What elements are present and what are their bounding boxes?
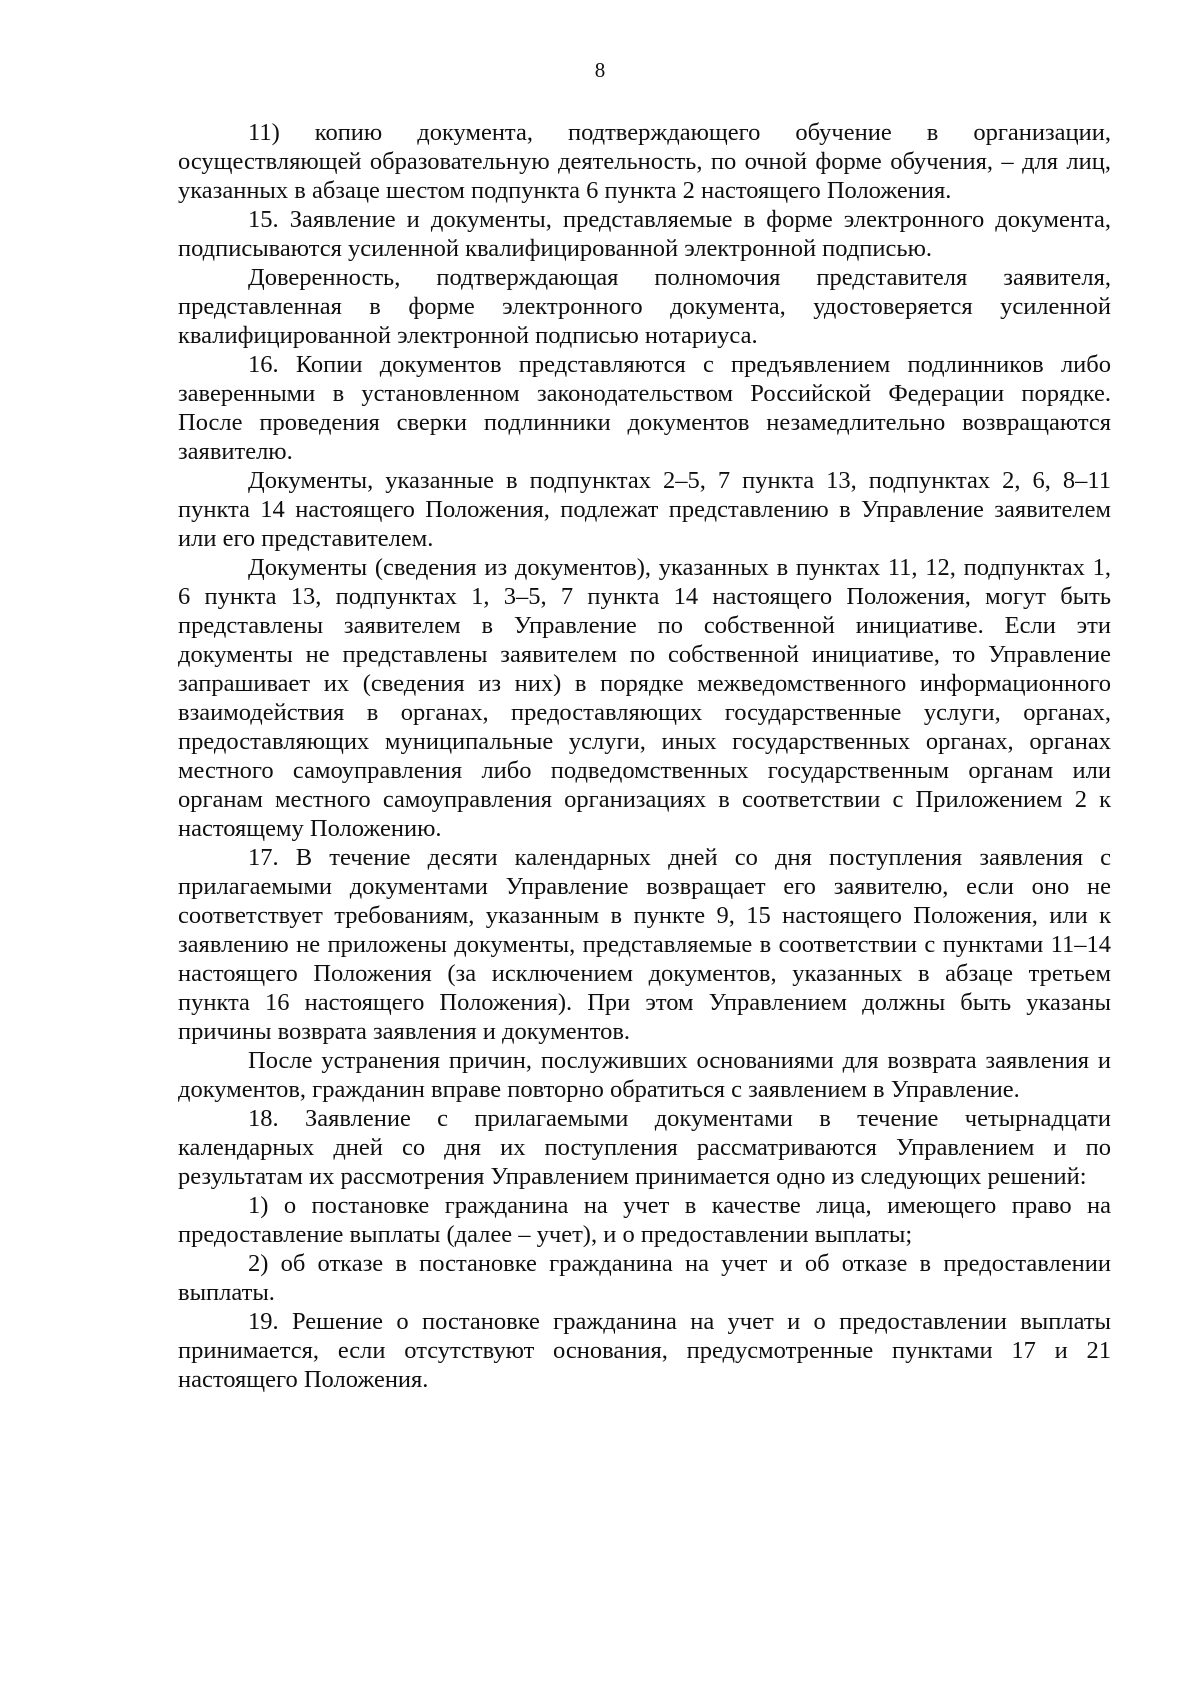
paragraph-section-19: 19. Решение о постановке гражданина на учет и о предоставлении выплаты принимается, если отсутствуют основания, предусмотренные пунктами 17 и 21 настоящего Положения. [178,1308,1111,1393]
paragraph-decision-1: 1) о постановке гражданина на учет в качестве лица, имеющего право на предоставление выплаты (далее – учет), и о предоставлении выплаты; [178,1192,1111,1248]
paragraph-documents-own-initiative: Документы (сведения из документов), указанных в пунктах 11, 12, подпунктах 1, 6 пункта 13, подпунктах 1, 3–5, 7 пункта 14 настоящего Положения, могут быть представлены заявителем в Управление по собственной инициативе. Если эти документы не представлены заявителем по собственной инициативе, то Управление запрашивает их (сведения из них) в порядке межведомственного информационного взаимодействия в органах, предоставляющих государственные услуги, органах, предоставляющих муниципальные услуги, иных государственных органах, органах местного самоуправления либо подведомственных государственным органам или органам местного самоуправления организациях в соответствии с Приложением 2 к настоящему Положению. [178,554,1111,842]
document-body [178,118,1111,1394]
paragraph-section-18: 18. Заявление с прилагаемыми документами в течение четырнадцати календарных дней со дня их поступления рассматриваются Управлением и по результатам их рассмотрения Управлением принимается одно из следующих решений: [178,1105,1111,1190]
paragraph-section-17: 17. В течение десяти календарных дней со дня поступления заявления с прилагаемыми документами Управление возвращает его заявителю, если оно не соответствует требованиям, указанным в пункте 9, 15 настоящего Положения, или к заявлению не приложены документы, представляемые в соответствии с пунктами 11–14 настоящего Положения (за исключением документов, указанных в абзаце третьем пункта 16 настоящего Положения). При этом Управлением должны быть указаны причины возврата заявления и документов. [178,844,1111,1045]
paragraph-decision-2: 2) об отказе в постановке гражданина на учет и об отказе в предоставлении выплаты. [178,1250,1111,1306]
paragraph-section-16: 16. Копии документов представляются с предъявлением подлинников либо заверенными в установленном законодательством Российской Федерации порядке. После проведения сверки подлинники документов незамедлительно возвращаются заявителю. [178,351,1111,465]
paragraph-resubmission: После устранения причин, послуживших основаниями для возврата заявления и документов, гражданин вправе повторно обратиться с заявлением в Управление. [178,1047,1111,1103]
paragraph-power-of-attorney: Доверенность, подтверждающая полномочия представителя заявителя, представленная в форме электронного документа, удостоверяется усиленной квалифицированной электронной подписью нотариуса. [178,264,1111,349]
paragraph-section-15: 15. Заявление и документы, представляемые в форме электронного документа, подписываются усиленной квалифицированной электронной подписью. [178,206,1111,262]
paragraph-item-11: 11) копию документа, подтверждающего обучение в организации, осуществляющей образовательную деятельность, по очной форме обучения, – для лиц, указанных в абзаце шестом подпункта 6 пункта 2 настоящего Положения. [178,119,1111,204]
paragraph-documents-submitted: Документы, указанные в подпунктах 2–5, 7 пункта 13, подпунктах 2, 6, 8–11 пункта 14 настоящего Положения, подлежат представлению в Управление заявителем или его представителем. [178,467,1111,552]
page-number: 8 [594,58,606,82]
